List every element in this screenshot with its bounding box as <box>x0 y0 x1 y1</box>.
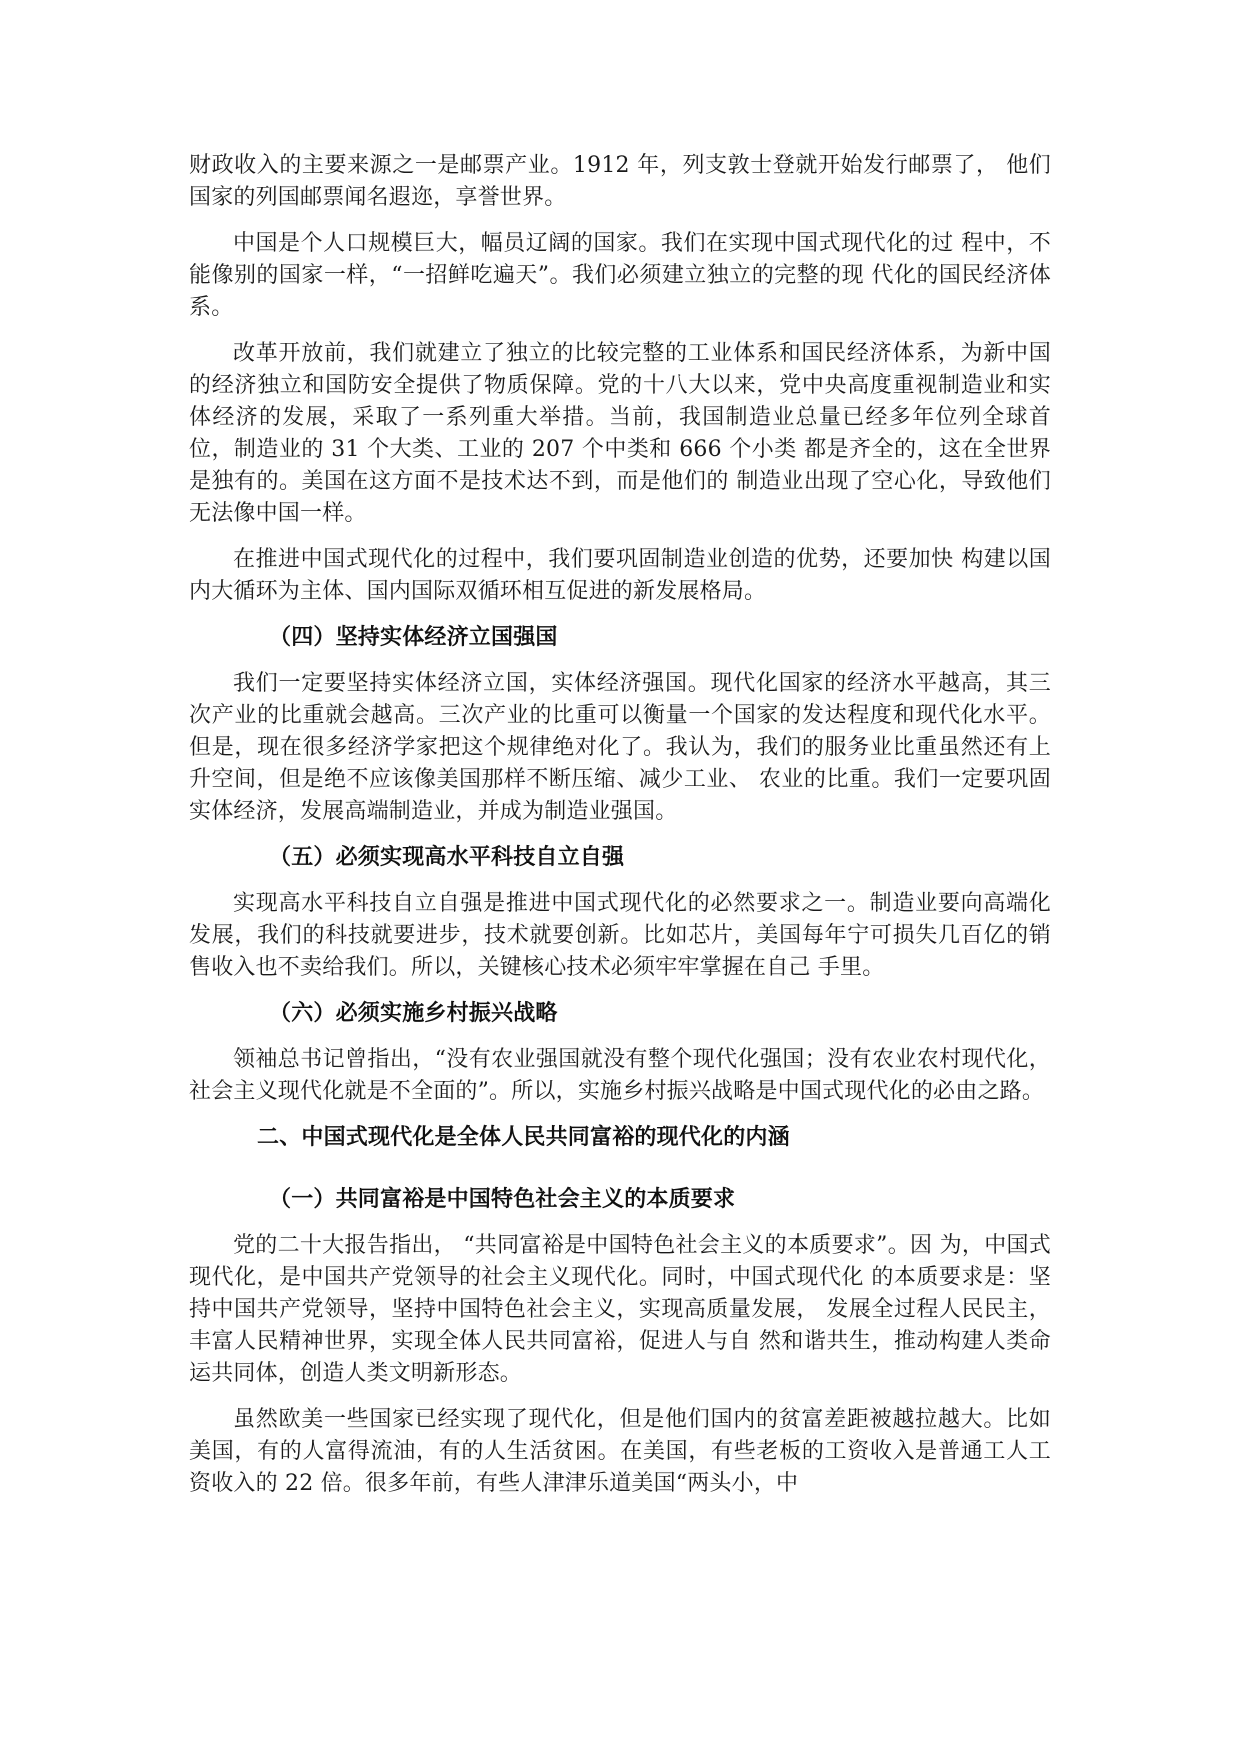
subsection-heading: （六）必须实施乡村振兴战略 <box>269 1001 558 1026</box>
subsection-heading: （五）必须实现高水平科技自立自强 <box>269 845 625 870</box>
subsection-heading: （一）共同富裕是中国特色社会主义的本质要求 <box>269 1187 736 1212</box>
subsection-heading: （四）坚持实体经济立国强国 <box>269 625 558 650</box>
document-body <box>189 150 1051 1514</box>
paragraph: 中国是个人口规模巨大，幅员辽阔的国家。我们在实现中国式现代化的过 程中，不能像别的国家一样，“一招鲜吃遍天”。我们必须建立独立的完整的现 代化的国民经济体系。 <box>189 231 1051 320</box>
paragraph: 虽然欧美一些国家已经实现了现代化，但是他们国内的贫富差距被越拉越大。比如美国，有的人富得流油，有的人生活贫困。在美国，有些老板的工资收入是普通工人工资收入的 22 倍。很多年前，有些人津津乐道美国“两头小，中 <box>189 1407 1051 1496</box>
paragraph: 财政收入的主要来源之一是邮票产业。1912 年，列支敦士登就开始发行邮票了， 他们国家的列国邮票闻名遐迩，享誉世界。 <box>189 153 1051 210</box>
paragraph: 我们一定要坚持实体经济立国，实体经济强国。现代化国家的经济水平越高，其三次产业的比重就会越高。三次产业的比重可以衡量一个国家的发达程度和现代化水平。但是，现在很多经济学家把这个规律绝对化了。我认为，我们的服务业比重虽然还有上升空间，但是绝不应该像美国那样不断压缩、减少工业、 农业的比重。我们一定要巩固实体经济，发展高端制造业，并成为制造业强国。 <box>189 671 1051 824</box>
section-heading: 二、中国式现代化是全体人民共同富裕的现代化的内涵 <box>257 1125 790 1150</box>
paragraph: 在推进中国式现代化的过程中，我们要巩固制造业创造的优势，还要加快 构建以国内大循环为主体、国内国际双循环相互促进的新发展格局。 <box>189 547 1051 604</box>
paragraph: 领袖总书记曾指出，“没有农业强国就没有整个现代化强国；没有农业农村现代化，社会主义现代化就是不全面的”。所以，实施乡村振兴战略是中国式现代化的必由之路。 <box>189 1047 1051 1104</box>
paragraph: 改革开放前，我们就建立了独立的比较完整的工业体系和国民经济体系，为新中国的经济独立和国防安全提供了物质保障。党的十八大以来，党中央高度重视制造业和实体经济的发展，采取了一系列重大举措。当前，我国制造业总量已经多年位列全球首位，制造业的 31 个大类、工业的 207 个中类和 666 个小类 都是齐全的，这在全世界是独有的。美国在这方面不是技术达不到，而是他们的 制造业出现了空心化，导致他们无法像中国一样。 <box>189 341 1051 526</box>
paragraph: 实现高水平科技自立自强是推进中国式现代化的必然要求之一。制造业要向高端化发展，我们的科技就要进步，技术就要创新。比如芯片，美国每年宁可损失几百亿的销售收入也不卖给我们。所以，关键核心技术必须牢牢掌握在自己 手里。 <box>189 891 1051 980</box>
paragraph: 党的二十大报告指出， “共同富裕是中国特色社会主义的本质要求”。因 为，中国式现代化，是中国共产党领导的社会主义现代化。同时，中国式现代化 的本质要求是：坚持中国共产党领导，坚持中国特色社会主义，实现高质量发展， 发展全过程人民民主，丰富人民精神世界，实现全体人民共同富裕，促进人与自 然和谐共生，推动构建人类命运共同体，创造人类文明新形态。 <box>189 1233 1051 1386</box>
